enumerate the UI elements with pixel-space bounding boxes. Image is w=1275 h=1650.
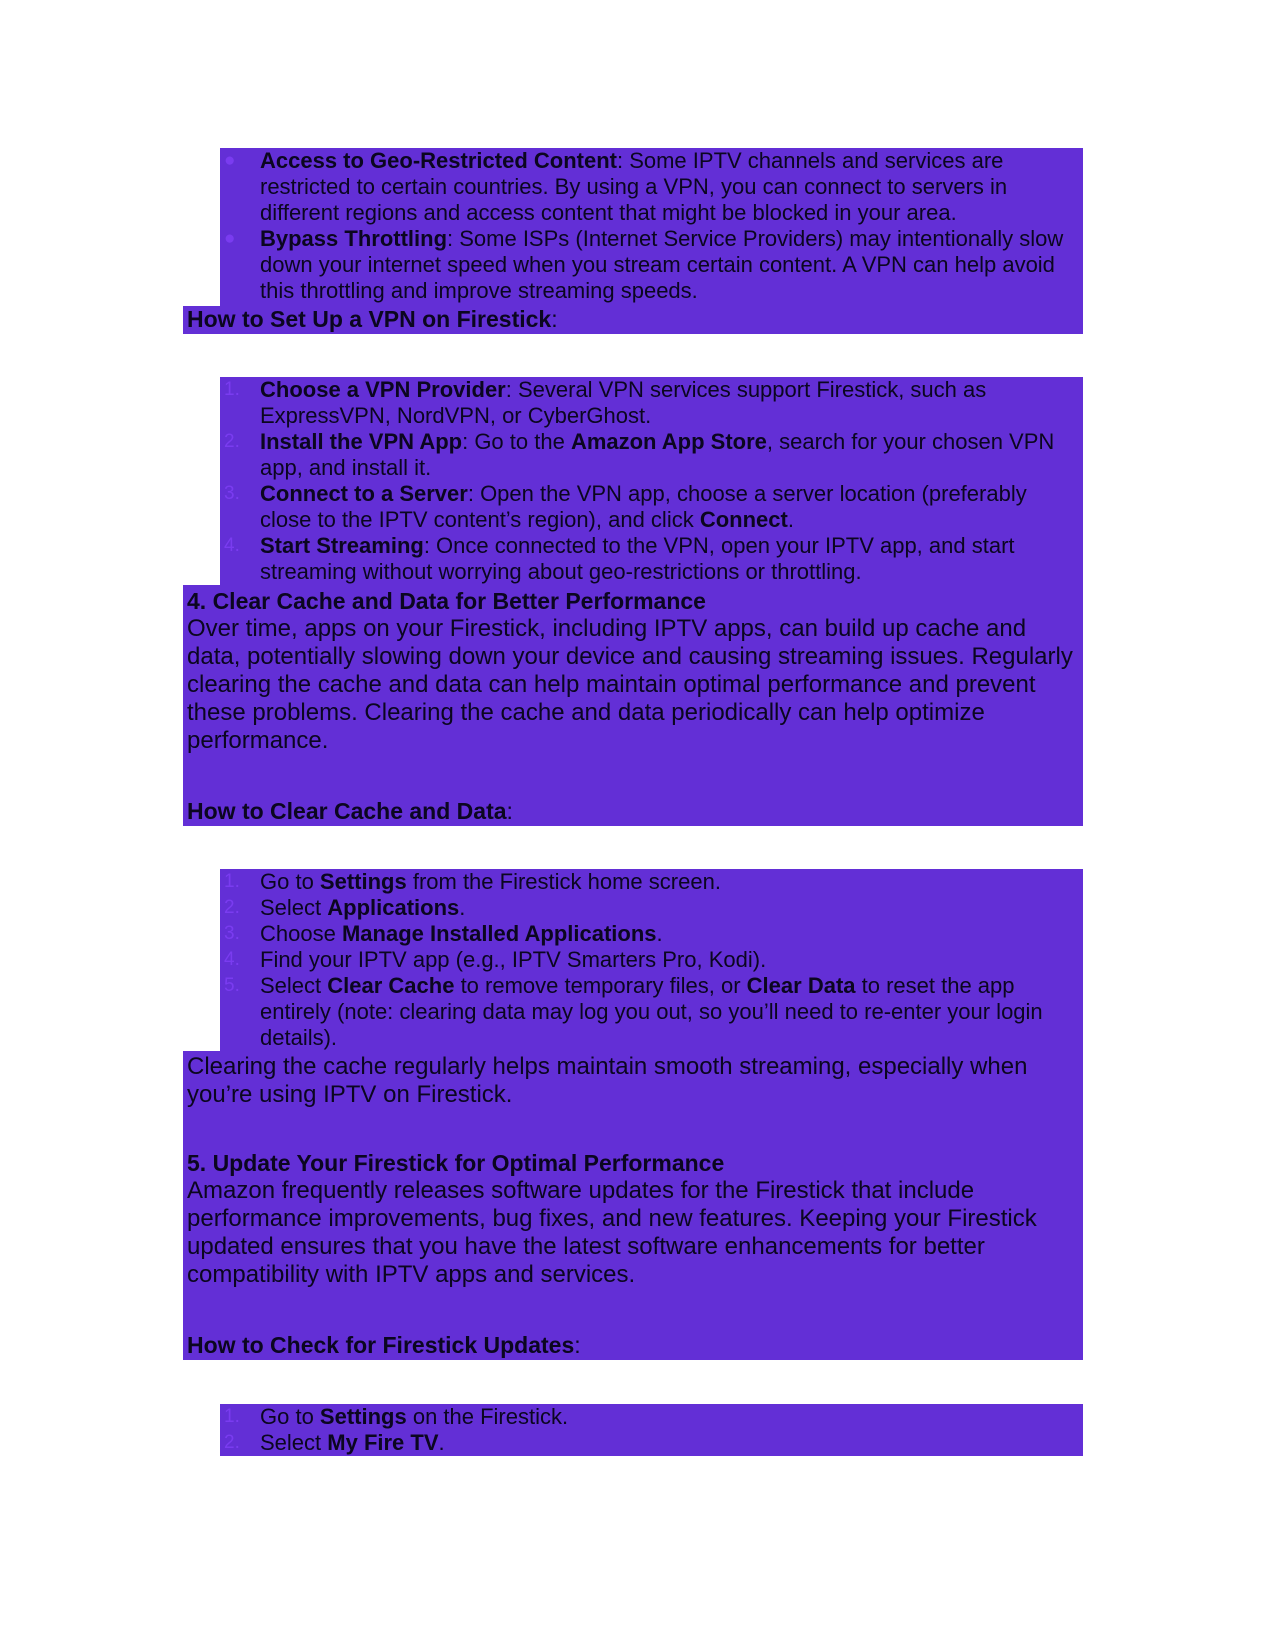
step-number: 3. xyxy=(224,923,240,944)
step-number: 4. xyxy=(224,535,240,556)
update-subheading: How to Check for Firestick Updates: xyxy=(187,1332,581,1358)
step-number: 2. xyxy=(224,1432,240,1453)
step-number: 2. xyxy=(224,431,240,452)
step-number: 1. xyxy=(224,871,240,892)
section-body: Over time, apps on your Firestick, including IPTV apps, can build up cache and data, potentially slowing down your device and causing streaming issues. Regularly clearing the cache and data can help maintain optimal performance and prevent these problems. Clearing the cache and data periodically can help optimize performance. xyxy=(187,615,1073,754)
section-4 xyxy=(183,585,1083,826)
section-heading: 5. Update Your Firestick for Optimal Performance xyxy=(187,1150,725,1176)
step-number: 5. xyxy=(224,975,240,996)
bullet-list-vpn-benefits: ● Access to Geo-Restricted Content: Some IPTV channels and services are restricted to certain countries. By using a VPN, you can connect to servers in different regions and access content that might be blocked in your area. ● Bypass Throttling: Some ISPs (Internet Service Providers) may intentionally slow down your internet speed when you stream certain content. A VPN can help avoid this throttling and improve streaming speeds. xyxy=(220,148,1083,306)
update-steps-list: 1. Go to Settings on the Firestick. 2. Select My Fire TV. xyxy=(220,1404,1083,1456)
step-number: 1. xyxy=(224,379,240,400)
step-number: 2. xyxy=(224,897,240,918)
vpn-steps-list: 1. Choose a VPN Provider: Several VPN services support Firestick, such as ExpressVPN, NordVPN, or CyberGhost. 2. Install the VPN App: Go to the Amazon App Store, search for your chosen VPN app, and install it. 3. Connect to a Server: Open the VPN app, choose a server location (preferably close to the IPTV content’s region), and click Connect. 4. Start Streaming: Once connected to the VPN, open your IPTV app, and start streaming without worrying about geo-restrictions or throttling. xyxy=(220,377,1083,585)
cache-subheading: How to Clear Cache and Data: xyxy=(187,798,513,824)
cache-steps-list: 1. Go to Settings from the Firestick home screen. 2. Select Applications. 3. Choose Manage Installed Applications. 4. Find your IPTV app (e.g., IPTV Smarters Pro, Kodi). 5. Select Clear Cache to remove temporary files, or Clear Data to reset the app entirely (note: clearing data may log you out, so you’ll need to re-enter your login details). xyxy=(220,869,1083,1051)
step-number: 1. xyxy=(224,1406,240,1427)
vpn-setup-heading: How to Set Up a VPN on Firestick: xyxy=(183,306,1083,334)
section-5 xyxy=(183,1051,1083,1360)
section-heading: 4. Clear Cache and Data for Better Performance xyxy=(187,588,706,614)
bullet-icon: ● xyxy=(224,150,236,171)
section-body: Amazon frequently releases software updates for the Firestick that include performance improvements, bug fixes, and new features. Keeping your Firestick updated ensures that you have the latest software enhancements for better compatibility with IPTV apps and services. xyxy=(187,1177,1037,1288)
cache-note: Clearing the cache regularly helps maintain smooth streaming, especially when you’re using IPTV on Firestick. xyxy=(187,1053,1028,1108)
step-number: 4. xyxy=(224,949,240,970)
bullet-icon: ● xyxy=(224,228,236,249)
step-number: 3. xyxy=(224,483,240,504)
